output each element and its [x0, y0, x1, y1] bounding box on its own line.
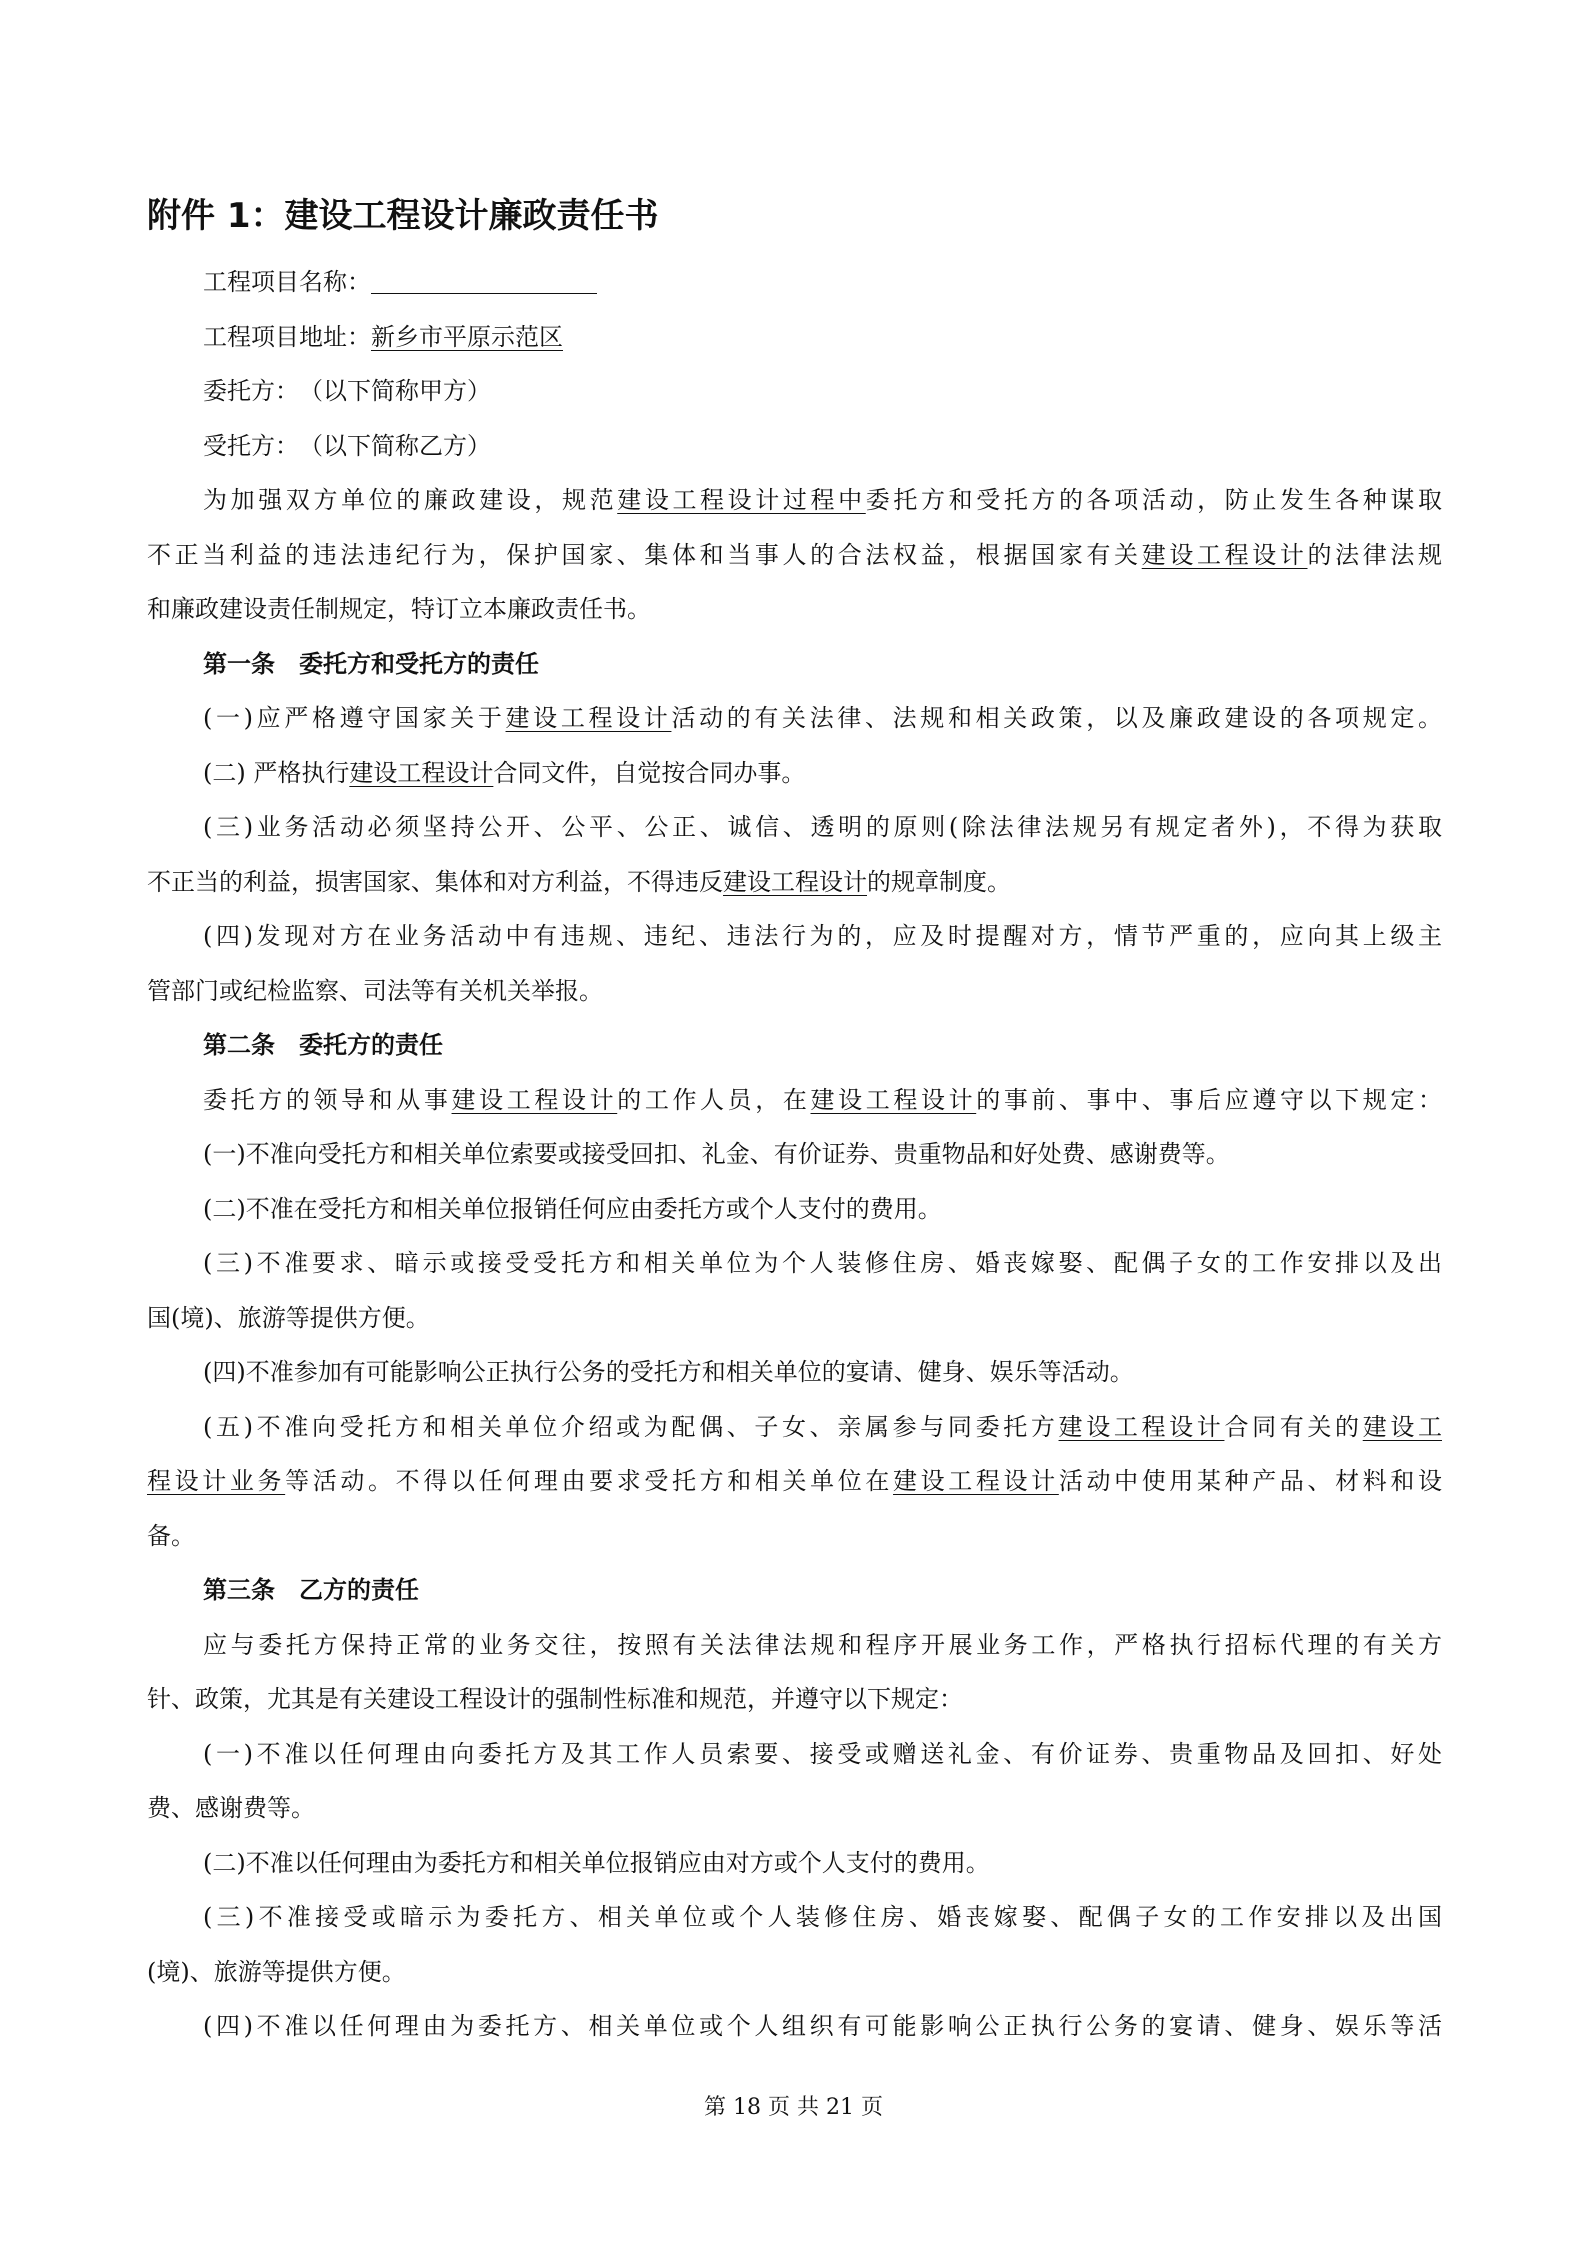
underlined-term: 建设工程设计	[723, 867, 867, 896]
underlined-term: 建设工程设计	[1058, 1412, 1225, 1441]
article-3-item-3-line-2: (境)、旅游等提供方便。	[147, 1957, 406, 1986]
project-name-label: 工程项目名称：	[203, 268, 371, 296]
text-run: 合同有关的	[1224, 1412, 1363, 1441]
project-address-field	[147, 310, 1442, 365]
text-run: 活动中使用某种产品、材料和设	[1058, 1467, 1442, 1495]
text-run: 不正当利益的违法违纪行为，保护国家、集体和当事人的合法权益，根据国家有关	[147, 540, 1142, 569]
text-run: 的规章制度。	[867, 867, 1011, 896]
article-3-item-4-line-1: (四)不准以任何理由为委托方、相关单位或个人组织有可能影响公正执行公务的宴请、健身、娱乐等活	[203, 2012, 1442, 2040]
text-run: (二) 严格执行	[203, 758, 350, 787]
article-2-heading: 第二条 委托方的责任	[203, 1031, 443, 1059]
article-2-item-1: (一)不准向受托方和相关单位索要或接受回扣、礼金、有价证券、贵重物品和好处费、感谢费等。	[203, 1140, 1230, 1168]
article-1-item-4-line-2: 管部门或纪检监察、司法等有关机关举报。	[147, 976, 603, 1005]
text-run: 委托方的领导和从事	[203, 1085, 452, 1114]
project-address-label: 工程项目地址：	[203, 322, 371, 351]
text-run: (一)应严格遵守国家关于	[203, 704, 506, 732]
article-2-item-3-line-1: (三)不准要求、暗示或接受受托方和相关单位为个人装修住房、婚丧嫁娶、配偶子女的工作安排以及出	[203, 1249, 1442, 1277]
article-2-item-5-line-2	[147, 1454, 1442, 1509]
contractor-note: （以下简称乙方）	[311, 431, 491, 460]
contractor-label: 受托方：	[203, 431, 287, 460]
underlined-term: 建设工程设计	[810, 1085, 977, 1114]
underlined-term: 建设工程设计过程中	[617, 486, 866, 514]
client-label: 委托方：	[203, 377, 287, 405]
article-3-intro-line-2: 针、政策，尤其是有关建设工程设计的强制性标准和规范，并遵守以下规定：	[147, 1685, 963, 1713]
underlined-term: 建设工程设计	[893, 1467, 1059, 1495]
contractor-field	[147, 419, 1442, 474]
article-1-heading: 第一条 委托方和受托方的责任	[203, 649, 539, 678]
article-3-item-1-line-2: 费、感谢费等。	[147, 1794, 315, 1822]
underlined-term: 建设工程设计	[349, 758, 494, 787]
text-run: 合同文件，自觉按合同办事。	[493, 758, 806, 787]
text-run: 为加强双方单位的廉政建设，规范	[203, 486, 618, 514]
underlined-term: 建设工程设计	[451, 1085, 618, 1114]
client-note: （以下简称甲方）	[311, 377, 491, 405]
project-address-value: 新乡市平原示范区	[371, 322, 563, 351]
underlined-term: 建设工程设计	[505, 704, 672, 732]
article-3-item-3-line-1: (三)不准接受或暗示为委托方、相关单位或个人装修住房、婚丧嫁娶、配偶子女的工作安排以及出国	[203, 1903, 1442, 1931]
article-2-item-5-line-1	[147, 1400, 1442, 1455]
preamble-line-2	[147, 528, 1442, 583]
text-run: 活动的有关法律、法规和相关政策，以及廉政建设的各项规定。	[671, 704, 1442, 732]
preamble-line-3: 和廉政建设责任制规定，特订立本廉政责任书。	[147, 595, 651, 623]
underlined-term: 建设工程设计	[1141, 540, 1308, 569]
page-number: 第 18 页 共 21 页	[704, 2095, 883, 2120]
underlined-term: 建设工	[1362, 1412, 1442, 1441]
article-1-item-2	[147, 746, 1442, 801]
text-run: 的事前、事中、事后应遵守以下规定：	[976, 1085, 1442, 1114]
text-run: (五)不准向受托方和相关单位介绍或为配偶、子女、亲属参与同委托方	[203, 1412, 1059, 1441]
article-1-item-4-line-1: (四)发现对方在业务活动中有违规、违纪、违法行为的，应及时提醒对方，情节严重的，应向其上级主	[203, 922, 1442, 950]
article-3-item-2: (二)不准以任何理由为委托方和相关单位报销应由对方或个人支付的费用。	[203, 1848, 990, 1877]
project-name-field	[147, 255, 1442, 310]
underlined-term: 程设计业务	[147, 1467, 286, 1495]
document-body	[147, 255, 1442, 2054]
article-1-item-3-line-1: (三)业务活动必须坚持公开、公平、公正、诚信、透明的原则(除法律法规另有规定者外)，不得为获取	[203, 813, 1442, 841]
article-3-item-1-line-1: (一)不准以任何理由向委托方及其工作人员索要、接受或赠送礼金、有价证券、贵重物品及回扣、好处	[203, 1739, 1442, 1768]
text-run: 等活动。不得以任何理由要求受托方和相关单位在	[285, 1467, 894, 1495]
text-run: 的法律法规	[1307, 540, 1442, 569]
article-2-item-3-line-2: 国(境)、旅游等提供方便。	[147, 1303, 430, 1332]
page-title: 附件 1：建设工程设计廉政责任书	[147, 196, 659, 236]
text-run: 委托方和受托方的各项活动，防止发生各种谋取	[865, 486, 1442, 514]
article-2-item-4: (四)不准参加有可能影响公正执行公务的受托方和相关单位的宴请、健身、娱乐等活动。	[203, 1358, 1134, 1386]
client-field	[147, 364, 1442, 419]
text-run: 不正当的利益，损害国家、集体和对方利益，不得违反	[147, 867, 723, 896]
text-run: 的工作人员，在	[617, 1085, 811, 1114]
project-name-blank	[371, 267, 597, 294]
article-2-item-5-line-3: 备。	[147, 1521, 195, 1550]
preamble-line-1	[147, 473, 1442, 528]
article-3-intro-line-1: 应与委托方保持正常的业务交往，按照有关法律法规和程序开展业务工作，严格执行招标代理的有关方	[203, 1630, 1442, 1659]
article-2-intro	[147, 1073, 1442, 1128]
article-2-item-2: (二)不准在受托方和相关单位报销任何应由委托方或个人支付的费用。	[203, 1194, 942, 1223]
article-3-heading: 第三条 乙方的责任	[203, 1576, 419, 1604]
article-1-item-1	[147, 691, 1442, 746]
article-1-item-3-line-2	[147, 855, 1442, 910]
